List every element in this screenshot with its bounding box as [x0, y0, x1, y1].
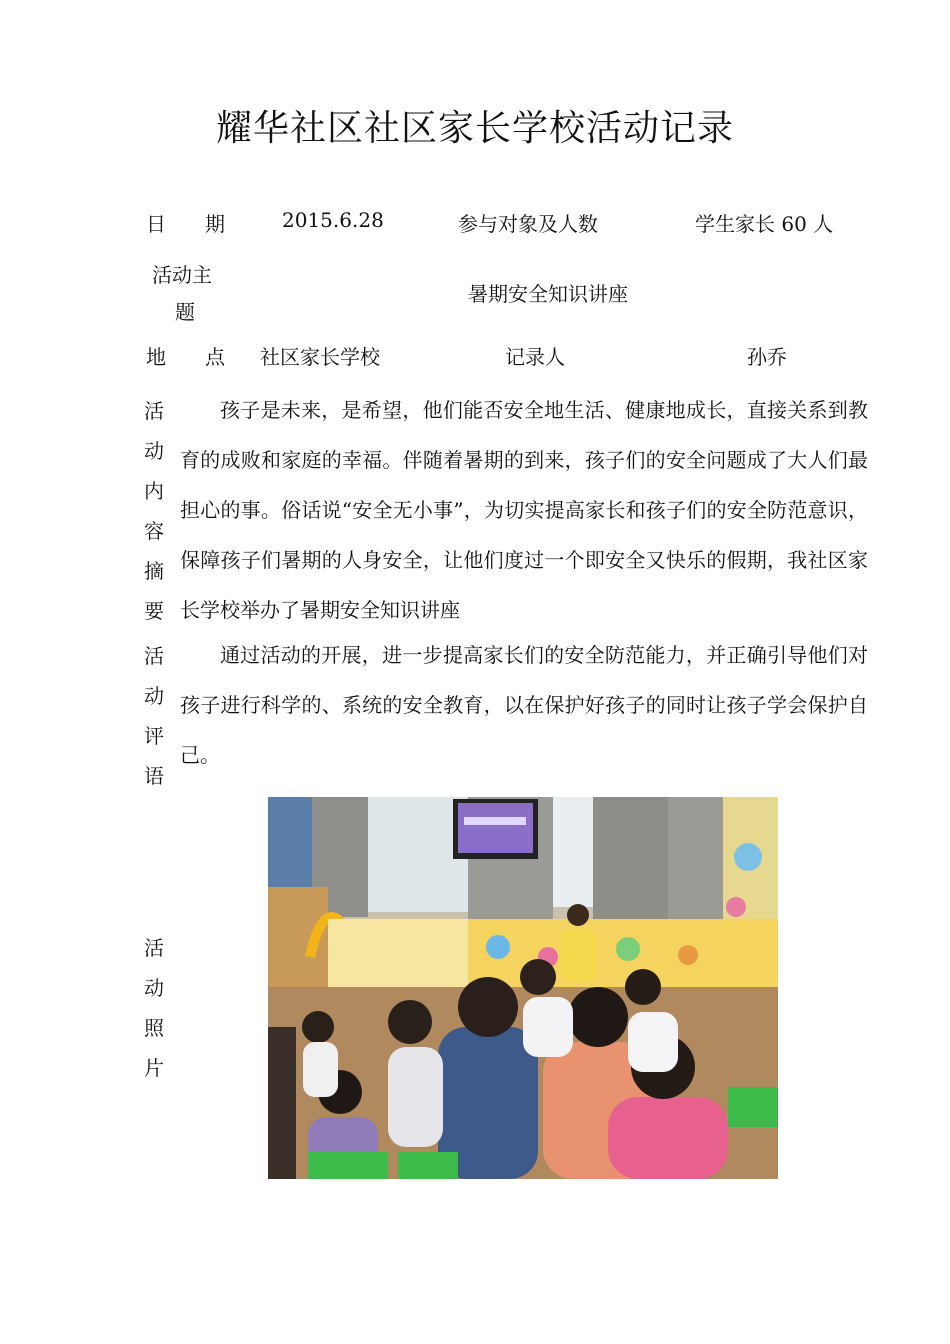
recorder-value: 孙乔	[747, 345, 787, 369]
summary-label-char: 内	[144, 479, 164, 503]
recorder-label: 记录人	[505, 345, 565, 369]
summary-label	[143, 391, 165, 631]
summary-label-char: 动	[144, 439, 164, 463]
photo-label-char: 活	[144, 936, 164, 960]
review-label-char: 评	[144, 724, 164, 748]
activity-photo	[268, 797, 778, 1179]
location-label-char-1: 地	[146, 345, 166, 369]
participants-label: 参与对象及人数	[458, 212, 598, 236]
theme-value: 暑期安全知识讲座	[468, 282, 628, 306]
photo-label-char: 动	[144, 976, 164, 1000]
theme-label-line2: 题	[175, 300, 195, 324]
activity-photo-illustration	[268, 797, 778, 1179]
summary-label-char: 容	[144, 519, 164, 543]
participants-value: 学生家长 60 人	[695, 212, 834, 236]
photo-label	[143, 928, 165, 1088]
page-title: 耀华社区社区家长学校活动记录	[215, 108, 734, 149]
photo-label-char: 照	[144, 1016, 164, 1040]
review-label-char: 动	[144, 684, 164, 708]
summary-text: 孩子是未来，是希望，他们能否安全地生活、健康地成长，直接关系到教育的成败和家庭的幸福。伴随着暑期的到来，孩子们的安全问题成了大人们最担心的事。俗话说“安全无小事”，为切实提高家长和孩子们的安全防范意识，保障孩子们暑期的人身安全，让他们度过一个即安全又快乐的假期，我社区家长学校举办了暑期安全知识讲座	[180, 398, 868, 622]
date-label-char-2: 期	[205, 212, 225, 236]
theme-label-line1: 活动主	[152, 263, 212, 287]
photo-label-char: 片	[144, 1056, 164, 1080]
review-label-char: 活	[144, 644, 164, 668]
review-label	[143, 636, 165, 796]
review-text: 通过活动的开展，进一步提高家长们的安全防范能力，并正确引导他们对孩子进行科学的、系统的安全教育，以在保护好孩子的同时让孩子学会保护自己。	[180, 643, 868, 767]
summary-label-char: 摘	[144, 559, 164, 583]
date-value: 2015.6.28	[282, 208, 384, 232]
summary-label-char: 要	[144, 599, 164, 623]
location-label-char-2: 点	[205, 345, 225, 369]
summary-label-char: 活	[144, 399, 164, 423]
location-value: 社区家长学校	[260, 345, 380, 369]
date-label-char-1: 日	[146, 212, 166, 236]
review-label-char: 语	[144, 764, 164, 788]
